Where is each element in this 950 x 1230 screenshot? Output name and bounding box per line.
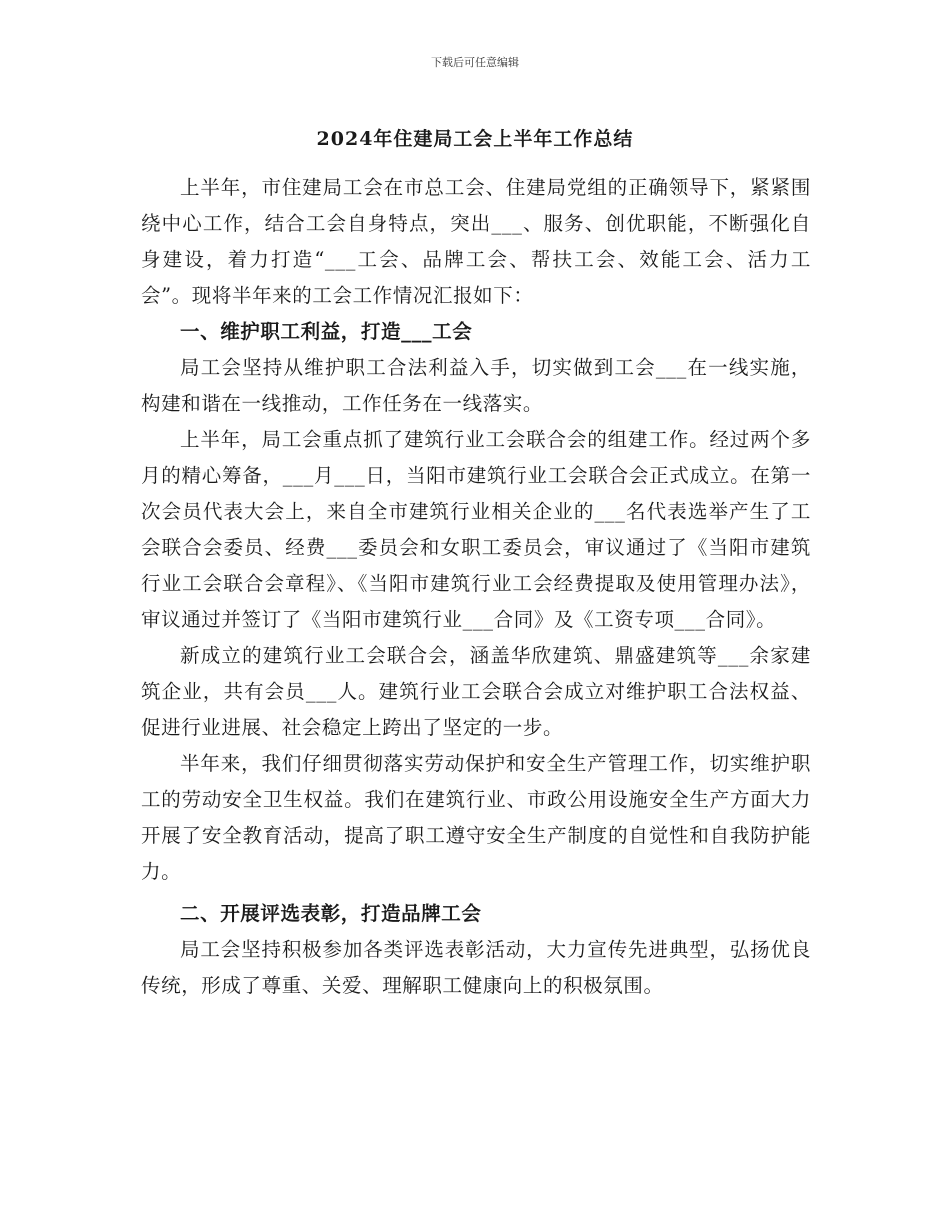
- paragraph-section2-a: 局工会坚持积极参加各类评选表彰活动，大力宣传先进典型，弘扬优良传统，形成了尊重、关爱、理解职工健康向上的积极氛围。: [141, 938, 811, 997]
- paragraph-intro: 上半年，市住建局工会在市总工会、住建局党组的正确领导下，紧紧围绕中心工作，结合工会自身特点，突出___、服务、创优职能，不断强化自身建设，着力打造“___工会、品牌工会、帮扶工会、效能工会、活力工会”。现将半年来的工会工作情况汇报如下：: [141, 176, 811, 307]
- paragraph-section1-b: 上半年，局工会重点抓了建筑行业工会联合会的组建工作。经过两个多月的精心筹备，___月___日，当阳市建筑行业工会联合会正式成立。在第一次会员代表大会上，来自全市建筑行业相关企业的___名代表选举产生了工会联合会委员、经费___委员会和女职工委员会，审议通过了《当阳市建筑行业工会联合会章程》、《当阳市建筑行业工会经费提取及使用管理办法》，审议通过并签订了《当阳市建筑行业___合同》及《工资专项___合同》。: [141, 428, 811, 631]
- paragraph-section1-d: 半年来，我们仔细贯彻落实劳动保护和安全生产管理工作，切实维护职工的劳动安全卫生权益。我们在建筑行业、市政公用设施安全生产方面大力开展了安全教育活动，提高了职工遵守安全生产制度的自觉性和自我防护能力。: [141, 752, 811, 883]
- section-heading-1: 一、维护职工利益，打造___工会: [180, 320, 473, 343]
- header-note: 下载后可任意编辑: [431, 56, 519, 69]
- document-title: 2024年住建局工会上半年工作总结: [316, 128, 634, 150]
- document-body: [141, 170, 811, 1004]
- paragraph-section1-c: 新成立的建筑行业工会联合会，涵盖华欣建筑、鼎盛建筑等___余家建筑企业，共有会员___人。建筑行业工会联合会成立对维护职工合法权益、促进行业进展、社会稳定上跨出了坚定的一步。: [141, 644, 811, 739]
- section-heading-2: 二、开展评选表彰，打造品牌工会: [180, 902, 482, 925]
- paragraph-section1-a: 局工会坚持从维护职工合法利益入手，切实做到工会___在一线实施，构建和谐在一线推动，工作任务在一线落实。: [141, 356, 811, 415]
